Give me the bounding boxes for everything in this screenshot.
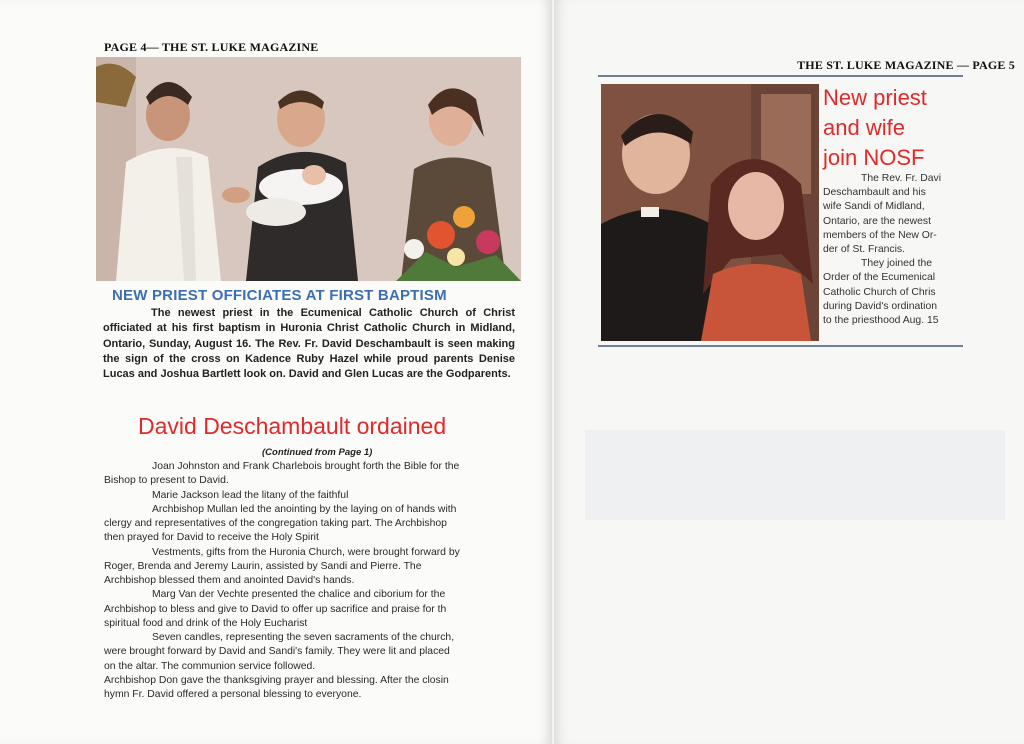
right-headline-line: and wife	[823, 115, 905, 140]
body-line: Deschambault and his	[823, 187, 926, 199]
body-line: to the priesthood Aug. 15	[823, 315, 939, 327]
body-line: Catholic Church of Chris	[823, 286, 936, 298]
right-head-rule	[598, 75, 963, 77]
photo-headline: NEW PRIEST OFFICIATES AT FIRST BAPTISM	[112, 287, 447, 304]
body-line: Order of the Ecumenical	[823, 272, 936, 284]
body-line: Seven candles, representing the seven sacraments of the church,	[152, 632, 455, 643]
body-line: The Rev. Fr. Davi	[861, 173, 942, 184]
body-line: der of St. Francis.	[823, 244, 905, 256]
body-line: Vestments, gifts from the Huronia Church, were brought forward by	[152, 546, 460, 558]
right-article-rule	[598, 345, 963, 347]
body-line: Marg Van der Vechte presented the chalice and ciborium for the	[152, 589, 446, 601]
body-line: wife Sandi of Midland,	[823, 201, 925, 213]
left-running-head: PAGE 4— THE ST. LUKE MAGAZINE	[104, 40, 319, 54]
couple-photo	[601, 84, 819, 341]
body-line: during David's ordination	[823, 300, 938, 312]
body-line: hymn Fr. David offered a personal blessing to everyone.	[104, 689, 362, 700]
page-fold-shadow	[585, 430, 1005, 520]
body-line: Bishop to present to David.	[104, 475, 229, 487]
body-line: Archbishop blessed them and anointed David's hands.	[104, 575, 355, 586]
body-line: Archbishop Mullan led the anointing by the laying on of hands with	[152, 503, 457, 515]
right-headline-line: join NOSF	[823, 145, 925, 170]
right-headline-line: New priest	[823, 85, 927, 110]
body-line: Roger, Brenda and Jeremy Laurin, assisted by Sandi and Pierre. The	[104, 560, 422, 572]
article-headline: David Deschambault ordained	[138, 413, 447, 439]
body-line: Archbishop to bless and give to David to offer up sacrifice and praise for th	[104, 603, 447, 615]
photo-caption: The newest priest in the Ecumenical Catholic Church of Christ officiated at his first baptism in Huronia Christ Catholic Church in Midland, Ontario, Sunday, August 16. The Rev. Fr. David Deschambault is seen making the sign of the cross on Kadence Ruby Hazel while proud parents Denise Lucas and Joshua Bartlett look on. David and Glen Lucas are the Godparents.	[103, 307, 515, 381]
baptism-photo	[96, 57, 521, 281]
body-line: on the altar. The communion service followed.	[104, 660, 316, 672]
body-line: They joined the	[861, 258, 933, 270]
body-line: Ontario, are the newest	[823, 215, 932, 227]
body-line: Archbishop Don gave the thanksgiving prayer and blessing. After the closin	[104, 674, 449, 686]
body-line: Marie Jackson lead the litany of the faithful	[152, 489, 349, 501]
continued-note: (Continued from Page 1)	[262, 447, 373, 458]
body-line: then prayed for David to receive the Holy Spirit	[104, 532, 319, 544]
right-article-body	[823, 172, 963, 347]
baptism-photo-illustration	[96, 57, 521, 281]
couple-photo-illustration	[601, 84, 819, 341]
right-running-head: THE ST. LUKE MAGAZINE — PAGE 5	[797, 58, 1015, 72]
article-body	[104, 460, 540, 702]
body-line: were brought forward by David and Sandi's family. They were lit and placed	[104, 646, 450, 658]
body-line: clergy and representatives of the congregation taking part. The Archbishop	[104, 518, 447, 529]
right-headline	[823, 83, 963, 173]
body-line: members of the New Or-	[823, 229, 937, 241]
body-line: Joan Johnston and Frank Charlebois brought forth the Bible for the	[152, 461, 460, 472]
body-line: spiritual food and drink of the Holy Eucharist	[104, 617, 308, 629]
